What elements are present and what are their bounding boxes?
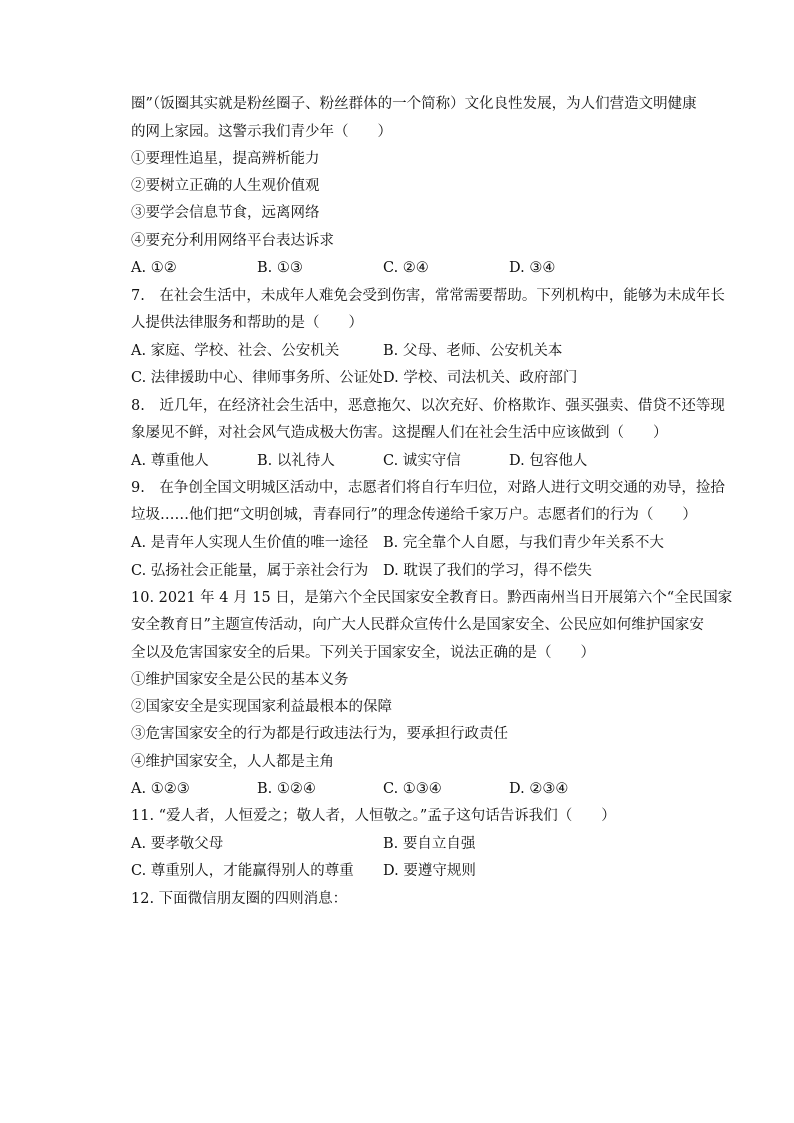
q6-stem-line-2: 的网上家园。这警示我们青少年（ ） bbox=[131, 124, 392, 140]
q10-item-4: ④维护国家安全，人人都是主角 bbox=[131, 754, 334, 770]
q10-option-a: A. ①②③ bbox=[131, 781, 190, 797]
q10-stem-line-2: 安全教育日”主题宣传活动，向广大人民群众宣传什么是国家安全、公民应如何维护国家安 bbox=[131, 617, 704, 633]
q8-stem-line-2: 象屡见不鲜，对社会风气造成极大伤害。这提醒人们在社会生活中应该做到（ ） bbox=[131, 425, 668, 441]
q6-option-a: A. ①② bbox=[131, 260, 177, 276]
q10-item-3: ③危害国家安全的行为都是行政违法行为，要承担行政责任 bbox=[131, 726, 508, 742]
q12-stem-line-1: 12. 下面微信朋友圈的四则消息： bbox=[131, 891, 348, 907]
q8-option-d: D. 包容他人 bbox=[509, 453, 588, 469]
q10-item-1: ①维护国家安全是公民的基本义务 bbox=[131, 672, 349, 688]
q10-stem-line-1: 10. 2021 年 4 月 15 日，是第六个全民国家安全教育日。黔西南州当日开展第六个“全民国家 bbox=[131, 590, 733, 606]
q7-stem-line-1: 7. 在社会生活中，未成年人难免会受到伤害，常常需要帮助。下列机构中，能够为未成年长 bbox=[131, 288, 725, 304]
q8-stem-line-1: 8. 近几年，在经济社会生活中，恶意拖欠、以次充好、价格欺诈、强买强卖、借贷不还等现 bbox=[131, 398, 725, 414]
q10-option-b: B. ①②④ bbox=[257, 781, 316, 797]
q7-option-c: C. 法律援助中心、律师事务所、公证处 bbox=[131, 370, 383, 386]
q10-option-c: C. ①③④ bbox=[383, 781, 442, 797]
q11-stem-line-1: 11. “爱人者，人恒爱之；敬人者，人恒敬之。”孟子这句话告诉我们（ ） bbox=[131, 808, 616, 824]
q6-option-c: C. ②④ bbox=[383, 260, 429, 276]
q6-option-d: D. ③④ bbox=[509, 260, 556, 276]
q11-option-b: B. 要自立自强 bbox=[383, 836, 476, 852]
q9-option-c: C. 弘扬社会正能量，属于亲社会行为 bbox=[131, 563, 369, 579]
q6-item-4: ④要充分利用网络平台表达诉求 bbox=[131, 233, 334, 249]
q9-stem-line-2: 垃圾……他们把“文明创城，青春同行”的理念传递给千家万户。志愿者们的行为（ ） bbox=[131, 507, 697, 523]
q6-stem-line-1: 圈”（饭圈其实就是粉丝圈子、粉丝群体的一个简称）文化良性发展，为人们营造文明健康 bbox=[131, 96, 697, 112]
q9-option-b: B. 完全靠个人自愿，与我们青少年关系不大 bbox=[383, 535, 664, 551]
q8-option-b: B. 以礼待人 bbox=[257, 453, 335, 469]
q7-option-a: A. 家庭、学校、社会、公安机关 bbox=[131, 343, 340, 359]
q9-option-d: D. 耽误了我们的学习，得不偿失 bbox=[383, 563, 592, 579]
q10-item-2: ②国家安全是实现国家利益最根本的保障 bbox=[131, 699, 392, 715]
q9-stem-line-1: 9. 在争创全国文明城区活动中，志愿者们将自行车归位，对路人进行文明交通的劝导，捡拾 bbox=[131, 480, 725, 496]
q10-option-d: D. ②③④ bbox=[509, 781, 569, 797]
q8-option-a: A. 尊重他人 bbox=[131, 453, 209, 469]
q10-stem-line-3: 全以及危害国家安全的后果。下列关于国家安全，说法正确的是（ ） bbox=[131, 645, 595, 661]
q11-option-a: A. 要孝敬父母 bbox=[131, 836, 224, 852]
q11-option-c: C. 尊重别人，才能赢得别人的尊重 bbox=[131, 863, 354, 879]
q6-item-3: ③要学会信息节食，远离网络 bbox=[131, 205, 320, 221]
q11-option-d: D. 要遵守规则 bbox=[383, 863, 476, 879]
q6-item-2: ②要树立正确的人生观价值观 bbox=[131, 178, 320, 194]
q7-stem-line-2: 人提供法律服务和帮助的是（ ） bbox=[131, 315, 363, 331]
q7-option-d: D. 学校、司法机关、政府部门 bbox=[383, 370, 578, 386]
q6-option-b: B. ①③ bbox=[257, 260, 303, 276]
q8-option-c: C. 诚实守信 bbox=[383, 453, 461, 469]
q7-option-b: B. 父母、老师、公安机关本 bbox=[383, 343, 563, 359]
q9-option-a: A. 是青年人实现人生价值的唯一途径 bbox=[131, 535, 369, 551]
q6-item-1: ①要理性追星，提高辨析能力 bbox=[131, 151, 320, 167]
